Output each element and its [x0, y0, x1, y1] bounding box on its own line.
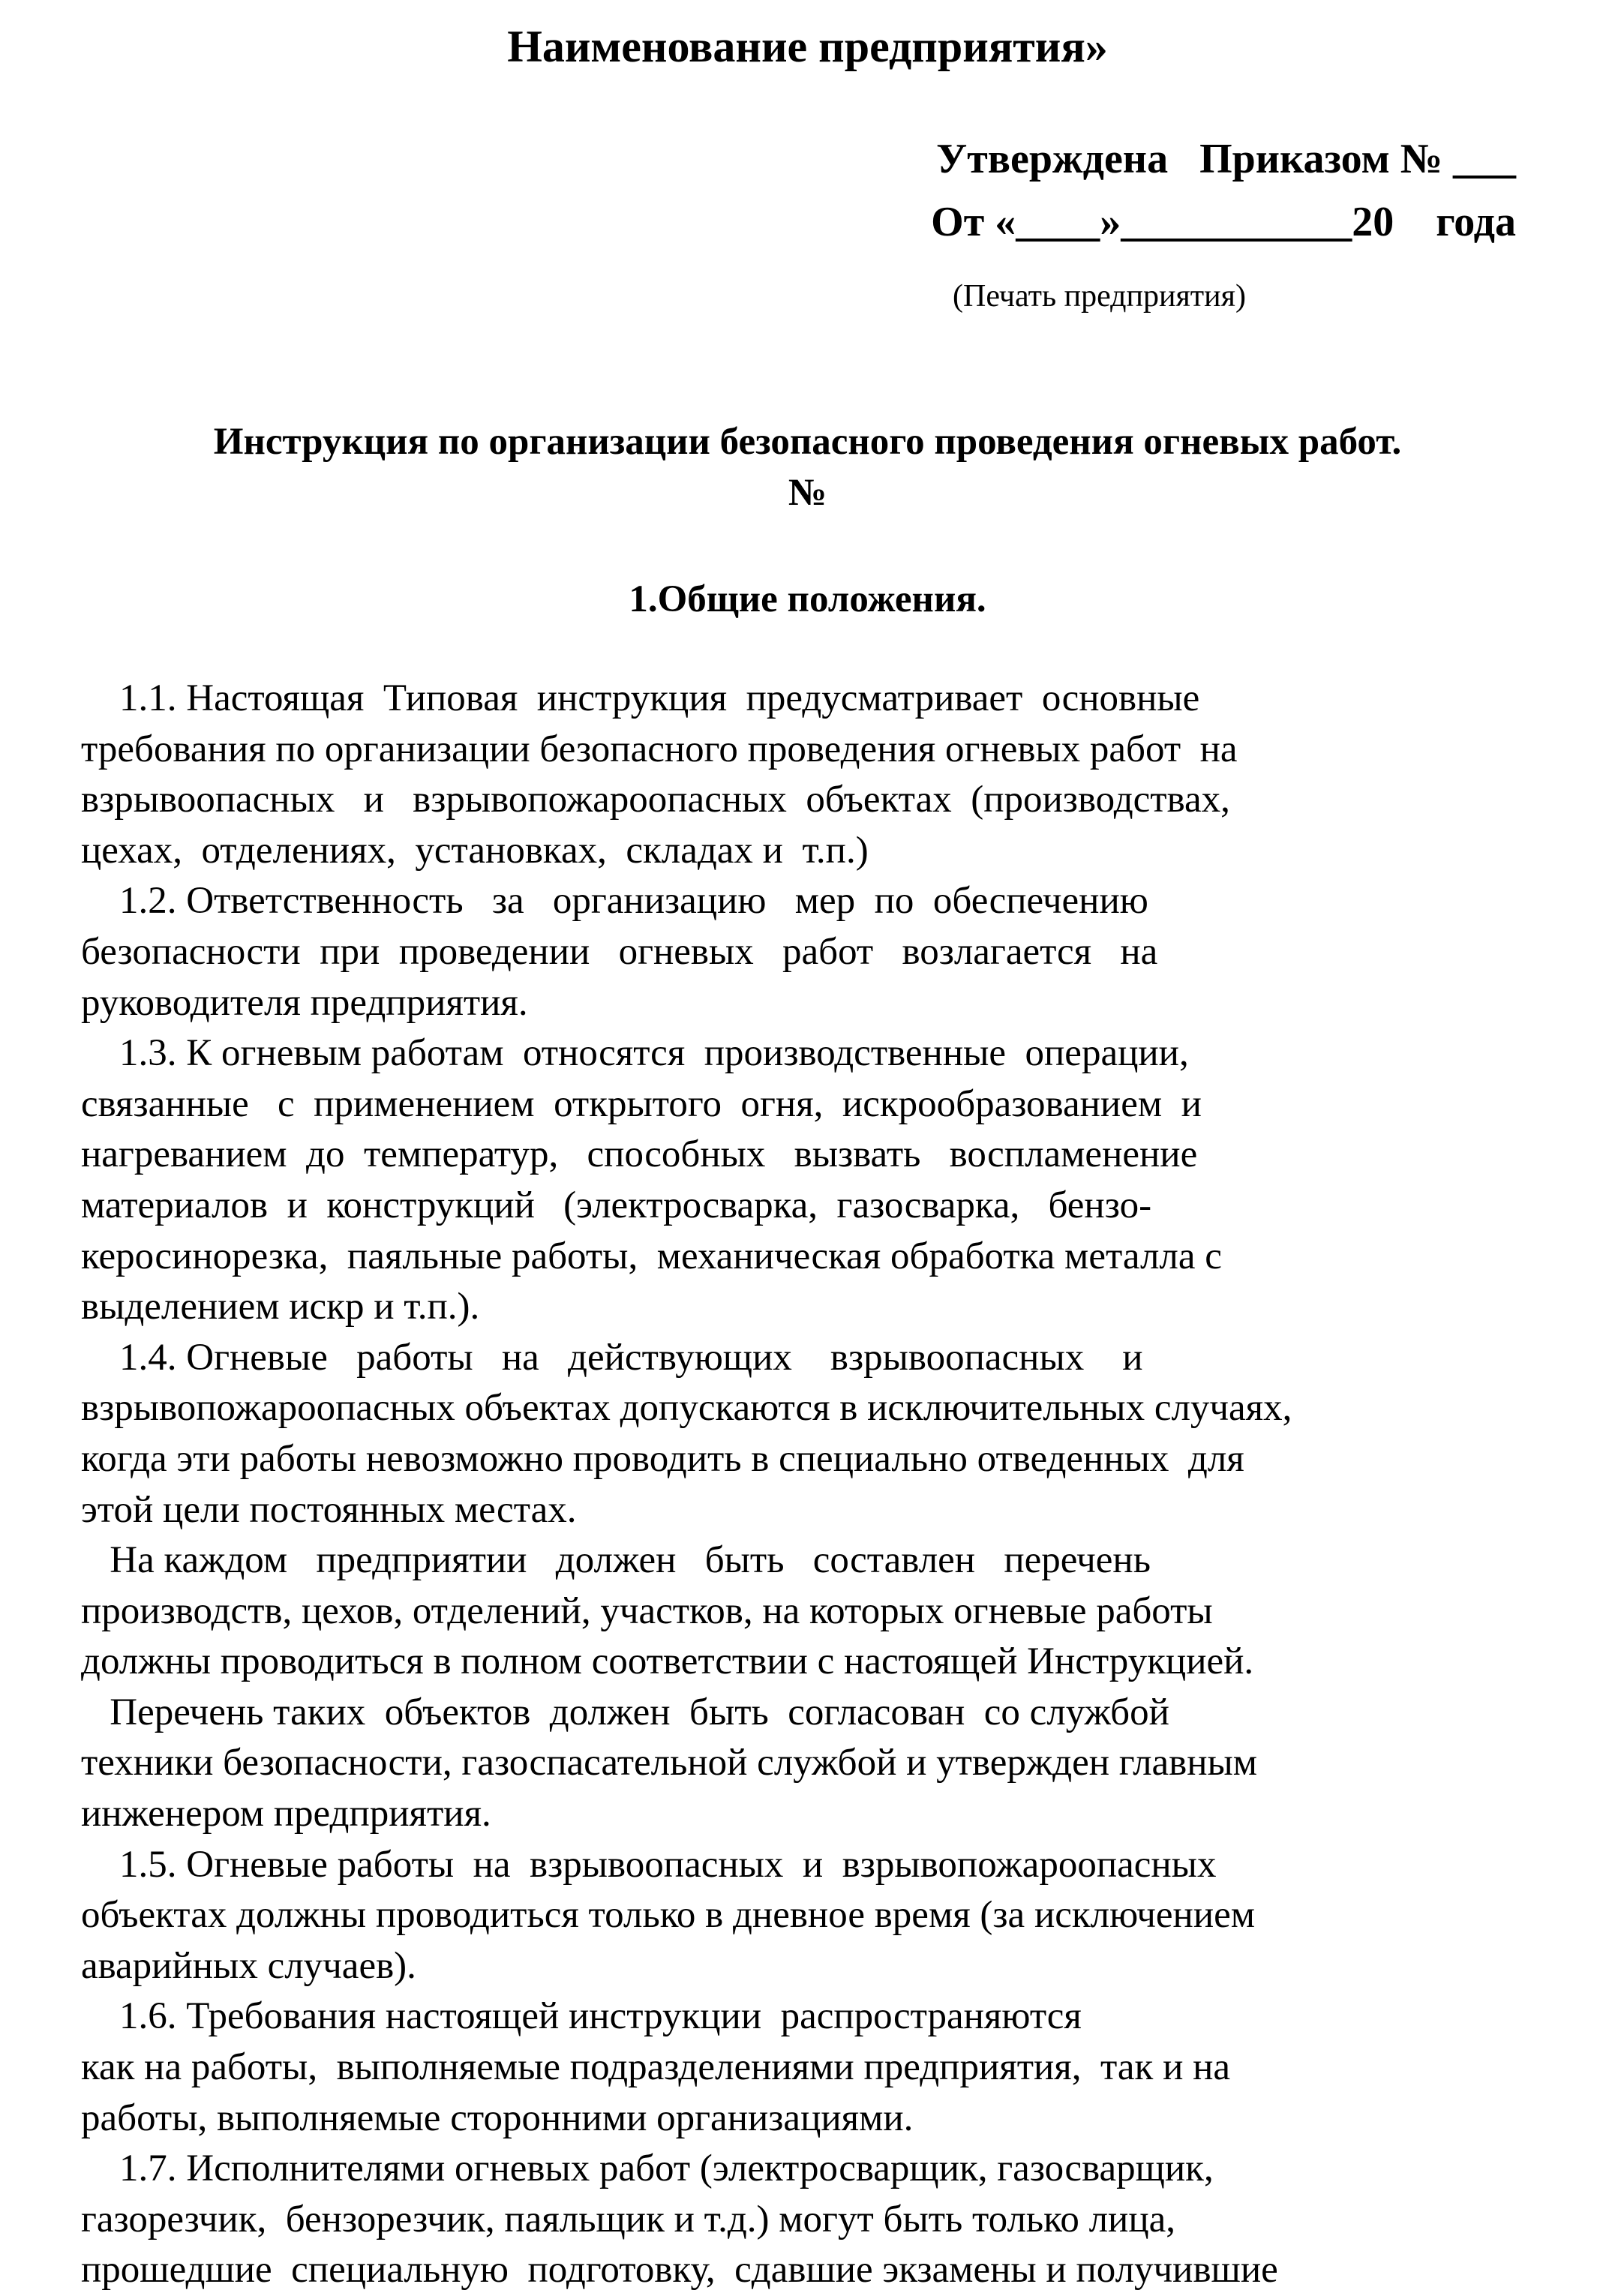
text-line: На каждом предприятии должен быть составлен перечень — [81, 1539, 1151, 1582]
stamp-note: (Печать предприятия) — [953, 279, 1246, 314]
text-line: техники безопасности, газоспасательной службой и утвержден главным — [81, 1742, 1258, 1784]
text-line: цехах, отделениях, установках, складах и т.п.) — [81, 829, 869, 872]
body-text — [81, 674, 1544, 2296]
text-line: объектах должны проводиться только в дневное время (за исключением — [81, 1894, 1256, 1937]
text-line: этой цели постоянных местах. — [81, 1488, 577, 1531]
text-line: выделением искр и т.п.). — [81, 1286, 480, 1328]
text-line: 1.3. К огневым работам относятся производственные операции, — [81, 1032, 1189, 1075]
text-line: как на работы, выполняемые подразделениями предприятия, так и на — [81, 2046, 1231, 2089]
text-line: 1.5. Огневые работы на взрывоопасных и взрывопожароопасных — [81, 1843, 1217, 1886]
approval-block — [931, 128, 1516, 254]
document-title-line-1: Инструкция по организации безопасного проведения огневых работ. — [213, 421, 1402, 463]
text-line: 1.2. Ответственность за организацию мер по обеспечению — [81, 880, 1148, 923]
text-line: Перечень таких объектов должен быть согласован со службой — [81, 1691, 1169, 1733]
section-title: 1.Общие положения. — [629, 578, 986, 620]
text-line: нагреванием до температур, способных вызвать воспламенение — [81, 1133, 1198, 1176]
text-line: безопасности при проведении огневых работ возлагается на — [81, 930, 1158, 973]
text-line: связанные с применением открытого огня, искрообразованием и — [81, 1082, 1202, 1125]
text-line: требования по организации безопасного проведения огневых работ на — [81, 728, 1238, 770]
text-line: аварийных случаев). — [81, 1944, 416, 1987]
text-line: когда эти работы невозможно проводить в специально отведенных для — [81, 1437, 1244, 1480]
text-line: взрывоопасных и взрывопожароопасных объектах (производствах, — [81, 779, 1230, 821]
text-line: взрывопожароопасных объектах допускаются в исключительных случаях, — [81, 1387, 1292, 1430]
text-line: 1.6. Требования настоящей инструкции распространяются — [81, 1995, 1082, 2038]
document-title — [0, 416, 1615, 518]
approval-date-line: От «____»___________20 года — [931, 199, 1516, 245]
text-line: 1.7. Исполнителями огневых работ (электросварщик, газосварщик, — [81, 2147, 1214, 2190]
text-line: должны проводиться в полном соответствии с настоящей Инструкцией. — [81, 1640, 1254, 1683]
text-line: руководителя предприятия. — [81, 981, 528, 1024]
text-line: 1.1. Настоящая Типовая инструкция предусматривает основные — [81, 677, 1200, 719]
text-line: газорезчик, бензорезчик, паяльщик и т.д.) могут быть только лица, — [81, 2198, 1176, 2240]
text-line: прошедшие специальную подготовку, сдавшие экзамены и получившие — [81, 2249, 1278, 2291]
text-line: керосинорезка, паяльные работы, механическая обработка металла с — [81, 1235, 1222, 1277]
text-line: работы, выполняемые сторонними организациями. — [81, 2096, 914, 2139]
document-title-number: № — [788, 472, 827, 514]
text-line: материалов и конструкций (электросварка, газосварка, бензо- — [81, 1184, 1152, 1226]
text-line: 1.4. Огневые работы на действующих взрывоопасных и — [81, 1336, 1143, 1379]
text-line: производств, цехов, отделений, участков, на которых огневые работы — [81, 1589, 1213, 1632]
text-line: инженером предприятия. — [81, 1793, 491, 1835]
organization-name: Наименование предприятия» — [507, 22, 1108, 71]
approval-order-line: Утверждена Приказом № ___ — [936, 136, 1516, 182]
